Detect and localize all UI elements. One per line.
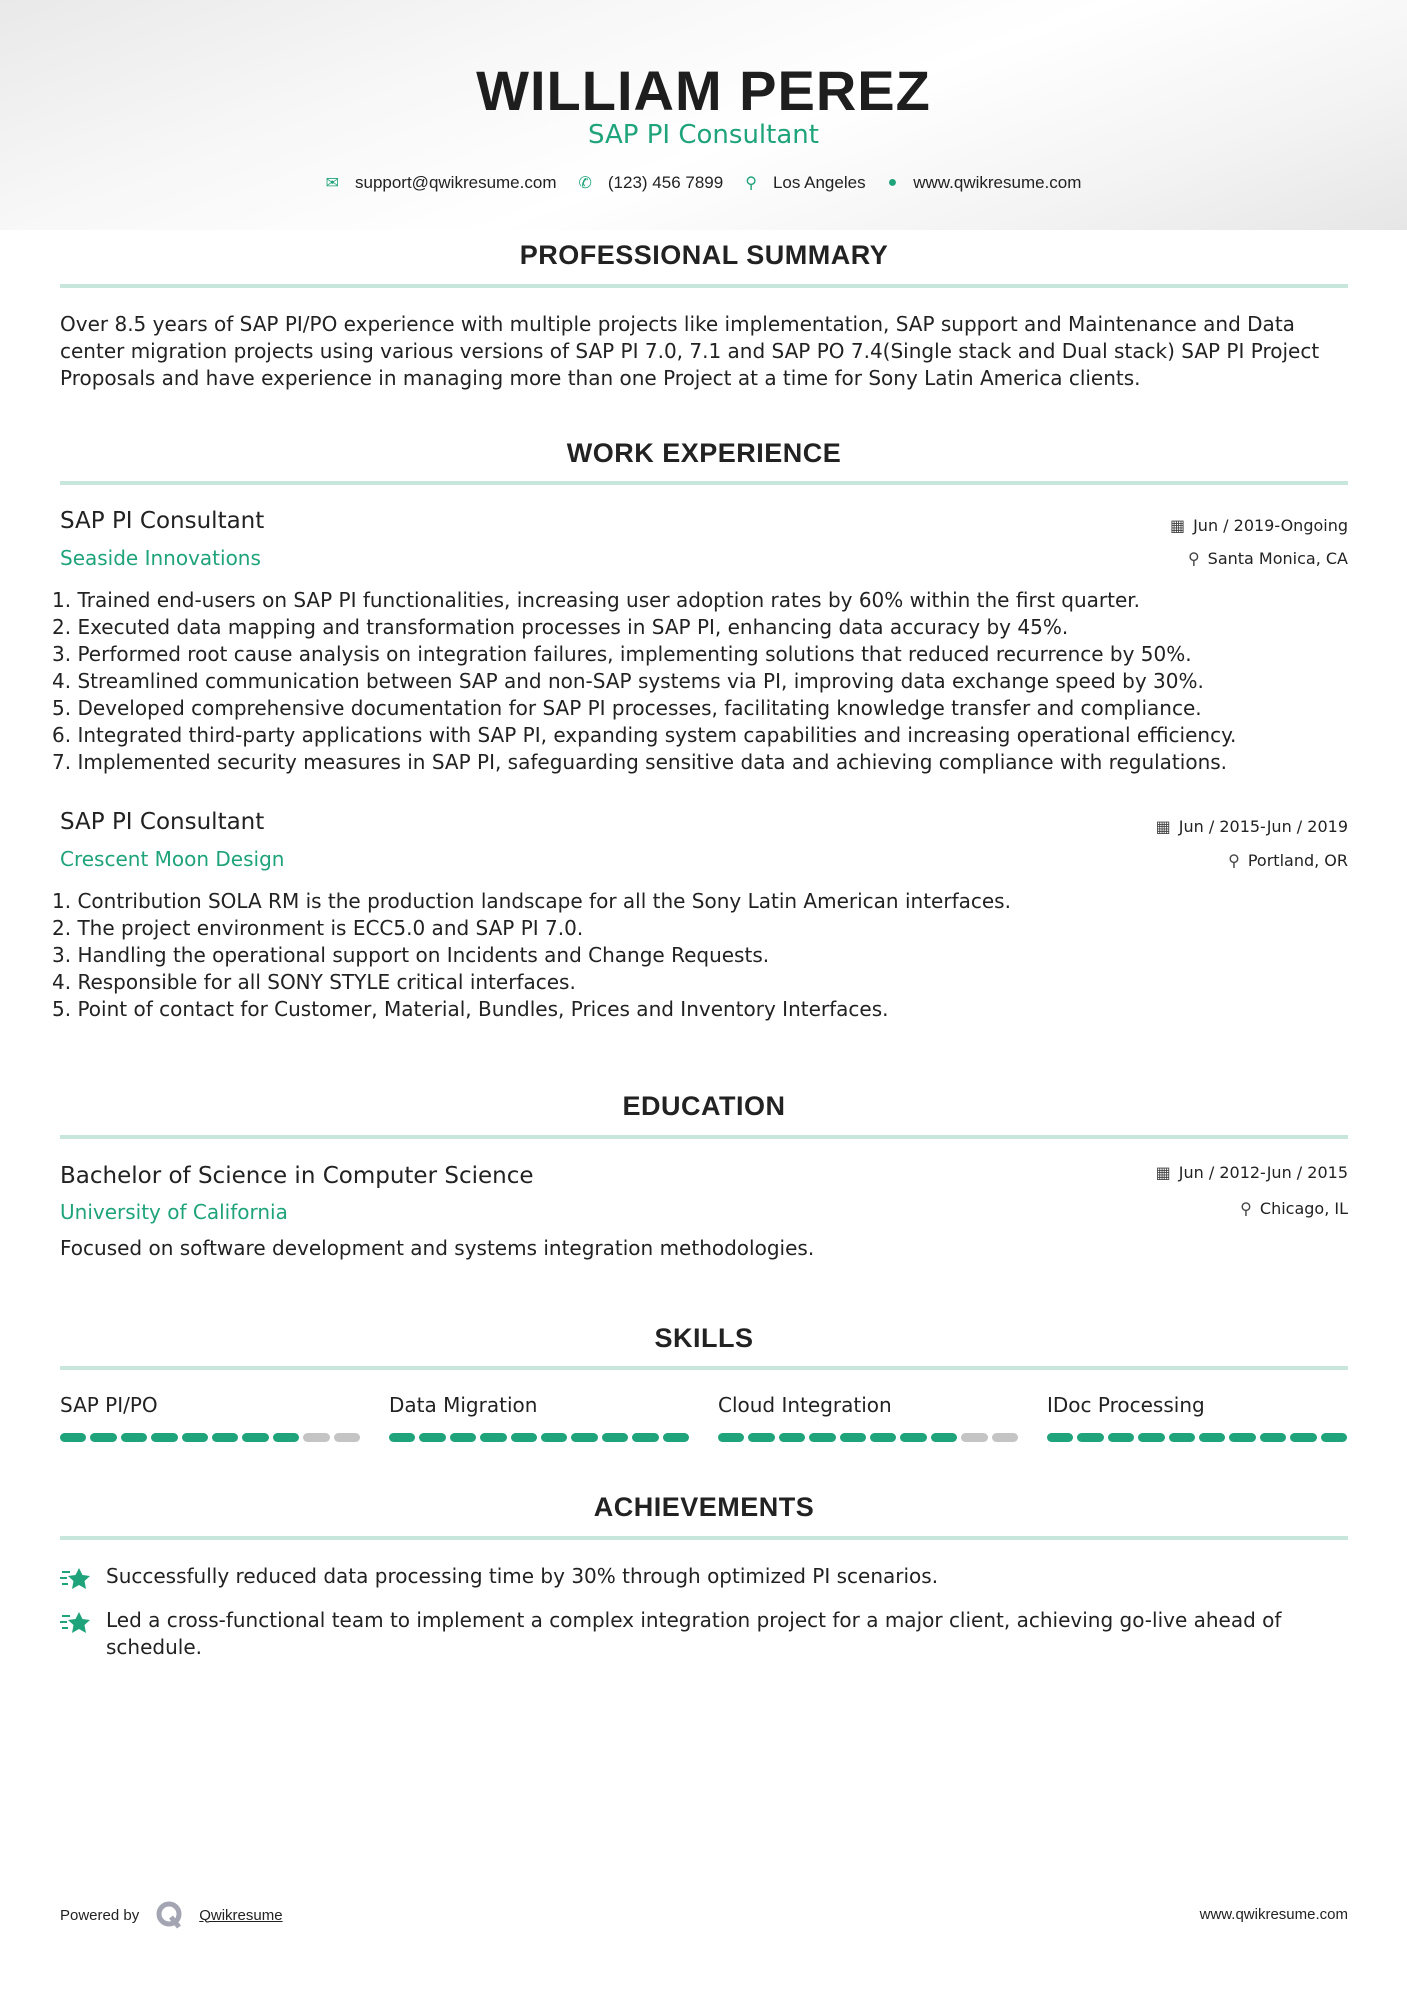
location: Los Angeles	[772, 173, 866, 192]
skill-dot-filled	[182, 1433, 208, 1442]
skill-dot-filled	[450, 1433, 476, 1442]
skill-item	[60, 1393, 360, 1442]
section-heading-achievements: ACHIEVEMENTS	[593, 1492, 815, 1522]
skill-item	[1047, 1393, 1347, 1442]
globe-icon: ●	[887, 174, 898, 191]
skill-dot-filled	[212, 1433, 238, 1442]
candidate-name: WILLIAM PEREZ	[476, 59, 931, 122]
skill-dot-filled	[718, 1433, 744, 1442]
skill-dot-filled	[273, 1433, 299, 1442]
section-heading-experience: WORK EXPERIENCE	[566, 438, 842, 468]
skill-dot-filled	[632, 1433, 658, 1442]
company-name: Seaside Innovations	[60, 546, 261, 570]
skill-dot-filled	[121, 1433, 147, 1442]
calendar-icon: ▦	[1155, 817, 1171, 836]
qwikresume-logo-icon	[155, 1900, 185, 1930]
star-icon	[60, 1609, 92, 1637]
skill-dot-filled	[60, 1433, 86, 1442]
degree: Bachelor of Science in Computer Science	[60, 1163, 534, 1189]
skill-dot-filled	[1077, 1433, 1103, 1442]
section-heading-summary: PROFESSIONAL SUMMARY	[519, 240, 889, 270]
job-location: ⚲ Santa Monica, CA	[1187, 549, 1348, 568]
skill-dot-filled	[1138, 1433, 1164, 1442]
skill-dot-filled	[900, 1433, 926, 1442]
qwikresume-link[interactable]: Qwikresume	[199, 1906, 283, 1924]
achievement-item: Successfully reduced data processing time by 30% through optimized PI scenarios.	[60, 1563, 1350, 1593]
job-dates: ▦ Jun / 2019-Ongoing	[1169, 516, 1348, 535]
skill-name: SAP PI/PO	[60, 1393, 158, 1417]
phone-icon: ✆	[578, 175, 592, 192]
skill-dot-filled	[870, 1433, 896, 1442]
calendar-icon: ▦	[1155, 1163, 1171, 1182]
skill-dot-filled	[389, 1433, 415, 1442]
skill-item	[389, 1393, 689, 1442]
calendar-icon: ▦	[1169, 516, 1186, 535]
divider	[60, 1366, 1348, 1370]
skill-dot-filled	[480, 1433, 506, 1442]
divider	[60, 481, 1348, 485]
skill-level-bar	[718, 1433, 1018, 1442]
skill-dot-filled	[511, 1433, 537, 1442]
footer-left	[60, 1900, 283, 1930]
powered-by-label: Powered by	[60, 1906, 140, 1924]
achievement-item: Led a cross-functional team to implement a complex integration project for a major client, achieving go-live ahead of schedule.	[60, 1607, 1350, 1661]
skill-dot-filled	[602, 1433, 628, 1442]
list-item: 1. Trained end-users on SAP PI functionalities, increasing user adoption rates by 60% within the first quarter.	[52, 588, 1141, 612]
education-dates: ▦ Jun / 2012-Jun / 2015	[1155, 1163, 1348, 1182]
pin-icon: ⚲	[1228, 851, 1240, 870]
job-bullets	[52, 587, 1352, 776]
job-bullets	[52, 888, 1352, 1023]
school: University of California	[60, 1200, 288, 1224]
candidate-title: SAP PI Consultant	[588, 120, 819, 150]
list-item: 1. Contribution SOLA RM is the production landscape for all the Sony Latin American interfaces.	[52, 889, 1011, 913]
list-item: 2. Executed data mapping and transformation processes in SAP PI, enhancing data accuracy by 45%.	[52, 615, 1069, 639]
pin-icon: ⚲	[1187, 549, 1200, 568]
list-item: 3. Handling the operational support on Incidents and Change Requests.	[52, 943, 770, 967]
footer-website[interactable]: www.qwikresume.com	[1199, 1906, 1348, 1923]
skill-dot-empty	[334, 1433, 360, 1442]
skill-dot-filled	[748, 1433, 774, 1442]
skill-level-bar	[60, 1433, 360, 1442]
education-location: ⚲ Chicago, IL	[1240, 1199, 1348, 1218]
section-heading-education: EDUCATION	[622, 1091, 786, 1121]
skill-dot-filled	[571, 1433, 597, 1442]
skill-dot-filled	[1229, 1433, 1255, 1442]
list-item: 2. The project environment is ECC5.0 and SAP PI 7.0.	[52, 916, 584, 940]
list-item: 3. Performed root cause analysis on integration failures, implementing solutions that reduced recurrence by 50%.	[52, 642, 1192, 666]
skill-name: Cloud Integration	[718, 1393, 892, 1417]
skill-dot-filled	[242, 1433, 268, 1442]
skill-dot-filled	[90, 1433, 116, 1442]
email[interactable]: support@qwikresume.com	[354, 173, 557, 192]
company-name: Crescent Moon Design	[60, 847, 285, 871]
list-item: 7. Implemented security measures in SAP PI, safeguarding sensitive data and achieving compliance with regulations.	[52, 750, 1228, 774]
skill-name: Data Migration	[389, 1393, 538, 1417]
list-item: 5. Point of contact for Customer, Material, Bundles, Prices and Inventory Interfaces.	[52, 997, 889, 1021]
pin-icon: ⚲	[1240, 1199, 1252, 1218]
skill-dot-empty	[303, 1433, 329, 1442]
skill-dot-filled	[931, 1433, 957, 1442]
job-dates: ▦ Jun / 2015-Jun / 2019	[1155, 817, 1348, 836]
contact-bar	[0, 173, 1407, 193]
skill-name: IDoc Processing	[1047, 1393, 1205, 1417]
section-heading-skills: SKILLS	[654, 1323, 754, 1353]
skill-dot-empty	[961, 1433, 987, 1442]
skill-dot-filled	[151, 1433, 177, 1442]
location-pin-icon: ⚲	[745, 175, 757, 192]
skill-dot-filled	[541, 1433, 567, 1442]
website[interactable]: www.qwikresume.com	[913, 173, 1082, 192]
summary-text: Over 8.5 years of SAP PI/PO experience with multiple projects like implementation, SAP support and Maintenance and Data center migration projects using various versions of SAP PI 7.0, 7.1 and SAP PO 7.4(Single stack and Dual stack) SAP PI Project Proposals and have experience in managing more than one Project at a time for Sony Latin America clients.	[60, 312, 1320, 390]
skill-item	[718, 1393, 1018, 1442]
job-location: ⚲ Portland, OR	[1228, 851, 1348, 870]
star-icon	[60, 1565, 92, 1593]
skill-dot-filled	[1290, 1433, 1316, 1442]
skill-dot-empty	[992, 1433, 1018, 1442]
skill-dot-filled	[419, 1433, 445, 1442]
job-title: SAP PI Consultant	[60, 508, 265, 534]
divider	[60, 284, 1348, 288]
job-title: SAP PI Consultant	[60, 809, 265, 835]
skill-dot-filled	[1260, 1433, 1286, 1442]
skill-dot-filled	[1169, 1433, 1195, 1442]
phone: (123) 456 7899	[607, 173, 724, 192]
list-item: 4. Streamlined communication between SAP and non-SAP systems via PI, improving data exchange speed by 30%.	[52, 669, 1204, 693]
skill-dot-filled	[840, 1433, 866, 1442]
skill-dot-filled	[1321, 1433, 1347, 1442]
skill-dot-filled	[779, 1433, 805, 1442]
email-icon: ✉	[325, 175, 339, 192]
skill-dot-filled	[1108, 1433, 1134, 1442]
skill-level-bar	[389, 1433, 689, 1442]
skill-dot-filled	[663, 1433, 689, 1442]
list-item: 6. Integrated third-party applications with SAP PI, expanding system capabilities and increasing operational efficiency.	[52, 723, 1237, 747]
list-item: 4. Responsible for all SONY STYLE critical interfaces.	[52, 970, 576, 994]
skill-dot-filled	[809, 1433, 835, 1442]
skill-dot-filled	[1199, 1433, 1225, 1442]
list-item: 5. Developed comprehensive documentation for SAP PI processes, facilitating knowledge transfer and compliance.	[52, 696, 1202, 720]
skill-dot-filled	[1047, 1433, 1073, 1442]
education-description: Focused on software development and systems integration methodologies.	[60, 1236, 815, 1260]
divider	[60, 1135, 1348, 1139]
skills-list	[60, 1393, 1348, 1442]
divider	[60, 1536, 1348, 1540]
skill-level-bar	[1047, 1433, 1347, 1442]
